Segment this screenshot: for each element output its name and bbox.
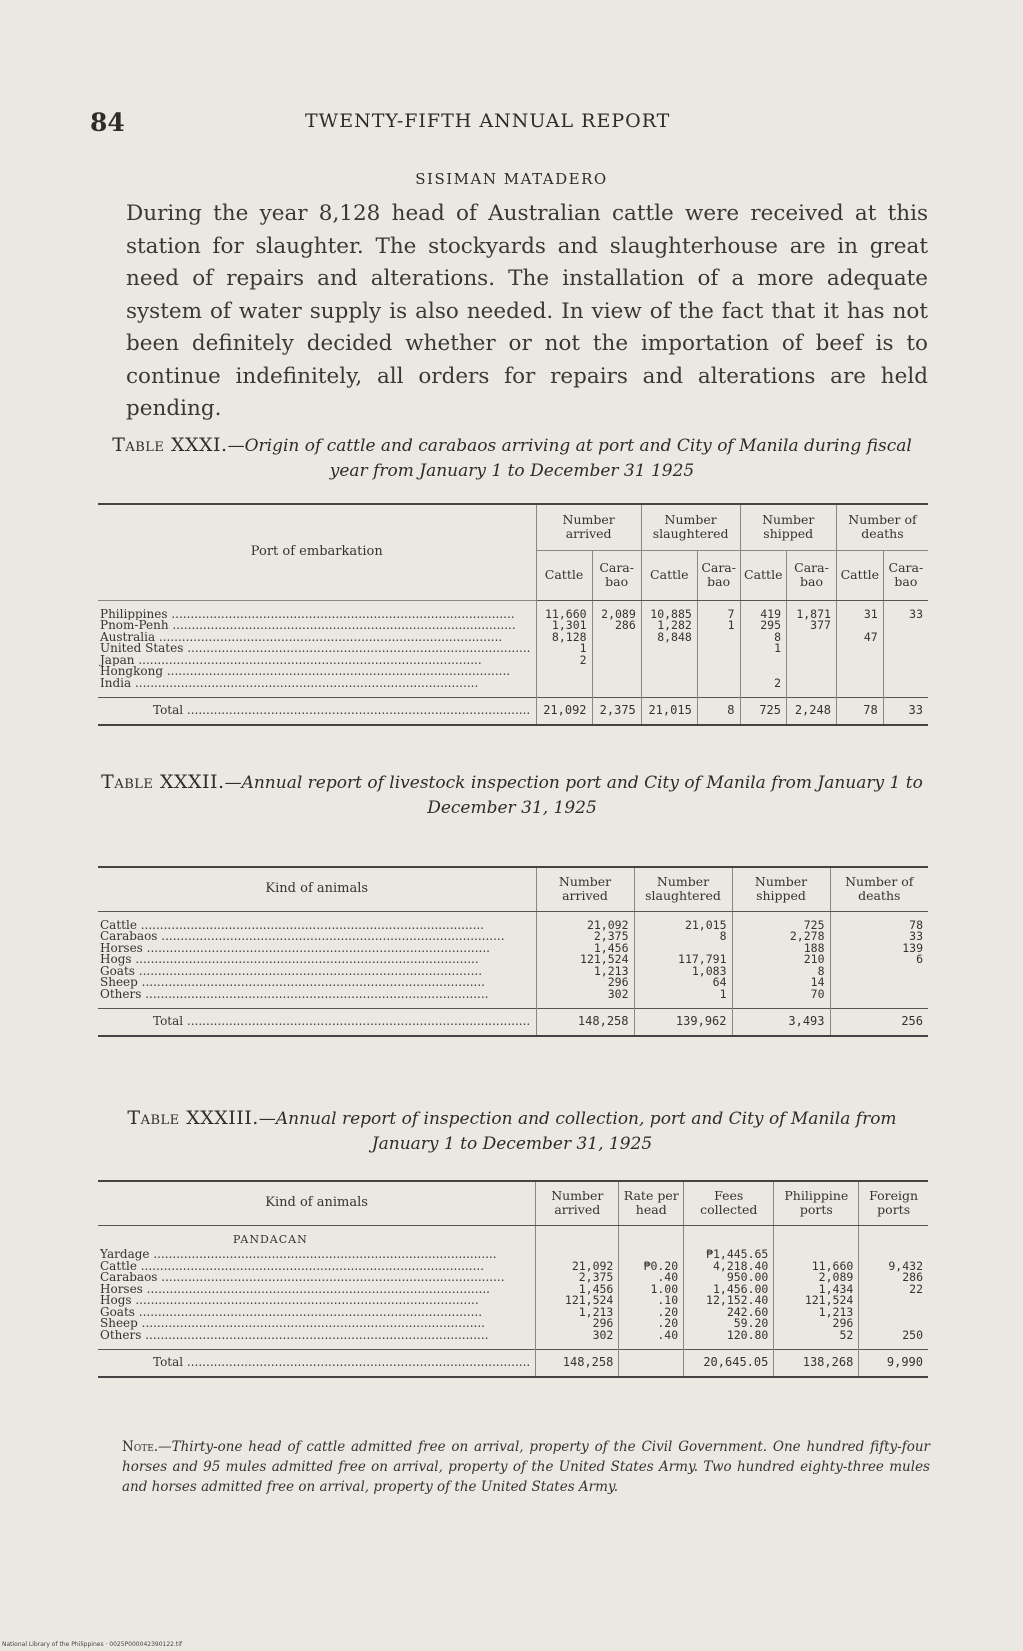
cell-value: 7 — [697, 600, 740, 620]
cell-value: 725 — [732, 911, 830, 931]
table-31-caption-text: —Origin of cattle and carabaos arriving at port and City of Manila during fiscal year from January 1 to December 31 1925 — [227, 436, 912, 481]
col-header-fees: Fees collected — [684, 1181, 774, 1225]
cell-value — [883, 632, 928, 644]
cell-value — [859, 1307, 928, 1319]
total-value: 33 — [883, 698, 928, 725]
cell-value — [836, 666, 883, 678]
row-label: Cattle .......................................................................................... — [100, 1260, 485, 1272]
table-row — [98, 977, 928, 989]
row-label: Japan .......................................................................................... — [100, 654, 482, 666]
table-31-label: Table XXXI. — [112, 434, 228, 456]
cell-value — [830, 989, 928, 1009]
table-32-caption-text: —Annual report of livestock inspection port and City of Manila from January 1 to December 31, 1925 — [224, 773, 923, 818]
cell-value — [787, 632, 837, 644]
cell-value: .20 — [619, 1318, 684, 1330]
group-header-slaughtered: Number slaughtered — [641, 504, 740, 550]
cell-value: 70 — [732, 989, 830, 1009]
row-label: Pnom-Penh .......................................................................................... — [100, 620, 516, 632]
cell-value: 121,524 — [536, 954, 634, 966]
total-value: 138,268 — [774, 1350, 859, 1377]
running-title: TWENTY-FIFTH ANNUAL REPORT — [305, 110, 671, 132]
cell-value: 139 — [830, 943, 928, 955]
cell-value — [787, 666, 837, 678]
table-32 — [98, 866, 928, 1037]
cell-value — [697, 678, 740, 698]
row-label: Hogs .......................................................................................... — [100, 1295, 479, 1307]
cell-value: 9,432 — [859, 1261, 928, 1273]
row-label: Carabaos .......................................................................................... — [100, 931, 505, 943]
row-label: Cattle .......................................................................................... — [100, 917, 485, 931]
cell-value — [859, 1295, 928, 1307]
cell-value: 242.60 — [684, 1307, 774, 1319]
cell-value: 120.80 — [684, 1330, 774, 1350]
cell-value: 21,092 — [536, 1261, 619, 1273]
col-header-rate: Rate per head — [619, 1181, 684, 1225]
page-header — [90, 108, 930, 138]
cell-value — [830, 966, 928, 978]
row-label: Hongkong .......................................................................................... — [100, 666, 511, 678]
cell-value: 377 — [787, 620, 837, 632]
table-33-label: Table XXXIII. — [127, 1107, 259, 1129]
cell-value: 950.00 — [684, 1272, 774, 1284]
total-row — [98, 1350, 928, 1377]
row-label: Sheep .......................................................................................... — [100, 977, 485, 989]
cell-value: 33 — [883, 600, 928, 620]
cell-value — [641, 678, 697, 698]
total-value: 148,258 — [536, 1009, 634, 1036]
subcol-carabao: Cara-bao — [592, 550, 641, 600]
col-header-slaughtered: Number slaughtered — [634, 867, 732, 911]
total-value: 21,092 — [536, 698, 592, 725]
table-row — [98, 1284, 928, 1296]
cell-value: 302 — [536, 1330, 619, 1350]
cell-value: .10 — [619, 1295, 684, 1307]
table-31-caption — [98, 433, 926, 484]
cell-value: 295 — [740, 620, 787, 632]
row-label: Horses .......................................................................................... — [100, 1283, 490, 1295]
cell-value — [641, 643, 697, 655]
total-value: 21,015 — [641, 698, 697, 725]
cell-value: 47 — [836, 632, 883, 644]
col-header-shipped: Number shipped — [732, 867, 830, 911]
cell-value: 1,434 — [774, 1284, 859, 1296]
total-value — [619, 1350, 684, 1377]
cell-value — [787, 678, 837, 698]
cell-value: 117,791 — [634, 954, 732, 966]
table-row — [98, 666, 928, 678]
cell-value: 10,885 — [641, 600, 697, 620]
archive-footer: National Library of the Philippines · 0025P000042390122.tif — [2, 1641, 183, 1648]
table-row — [98, 1295, 928, 1307]
cell-value: 11,660 — [774, 1261, 859, 1273]
cell-value: 2,278 — [732, 931, 830, 943]
cell-value: ₱0.20 — [619, 1261, 684, 1273]
cell-value: 210 — [732, 954, 830, 966]
cell-value — [592, 678, 641, 698]
cell-value — [883, 666, 928, 678]
cell-value — [836, 643, 883, 655]
total-value: 78 — [836, 698, 883, 725]
table-row — [98, 655, 928, 667]
cell-value: 8,848 — [641, 632, 697, 644]
cell-value — [697, 632, 740, 644]
cell-value: 8 — [634, 931, 732, 943]
cell-value — [883, 678, 928, 698]
group-header-shipped: Number shipped — [740, 504, 836, 550]
total-value: 20,645.05 — [684, 1350, 774, 1377]
total-label: Total .......................................................................................... — [98, 698, 536, 725]
cell-value — [830, 977, 928, 989]
row-label: Carabaos .......................................................................................... — [100, 1272, 505, 1284]
cell-value: 31 — [836, 600, 883, 620]
table-row — [98, 1318, 928, 1330]
group-header-deaths: Number of deaths — [836, 504, 928, 550]
subcol-cattle: Cattle — [836, 550, 883, 600]
table-row — [98, 966, 928, 978]
table-33-caption-text: —Annual report of inspection and collection, port and City of Manila from January 1 to December 31, 1925 — [258, 1109, 897, 1154]
total-value: 3,493 — [732, 1009, 830, 1036]
cell-value: 1,456 — [536, 1284, 619, 1296]
table-note — [122, 1437, 930, 1497]
total-value: 9,990 — [859, 1350, 928, 1377]
cell-value: 14 — [732, 977, 830, 989]
col-header-kind: Kind of animals — [98, 1181, 536, 1225]
total-value: 2,248 — [787, 698, 837, 725]
subcol-carabao: Cara-bao — [883, 550, 928, 600]
row-label: Australia .......................................................................................... — [100, 631, 503, 643]
cell-value: 1 — [740, 643, 787, 655]
cell-value — [536, 666, 592, 678]
cell-value: 1,301 — [536, 620, 592, 632]
row-label: Others .......................................................................................... — [100, 988, 489, 1001]
table-row — [98, 1249, 928, 1261]
cell-value: 2,089 — [592, 600, 641, 620]
cell-value: 121,524 — [774, 1295, 859, 1307]
cell-value — [883, 643, 928, 655]
table-row — [98, 1307, 928, 1319]
col-header-arrived: Number arrived — [536, 867, 634, 911]
cell-value: .40 — [619, 1330, 684, 1350]
subcol-cattle: Cattle — [740, 550, 787, 600]
cell-value: 188 — [732, 943, 830, 955]
row-label: Goats .......................................................................................... — [100, 1306, 483, 1318]
cell-value — [697, 655, 740, 667]
row-label: India .......................................................................................... — [100, 677, 479, 690]
section-title: SISIMAN MATADERO — [415, 170, 608, 188]
cell-value: 296 — [774, 1318, 859, 1330]
subcol-carabao: Cara-bao — [697, 550, 740, 600]
table-row — [98, 954, 928, 966]
col-header-foreign-ports: Foreign ports — [859, 1181, 928, 1225]
cell-value — [592, 666, 641, 678]
table-row — [98, 678, 928, 698]
cell-value — [883, 655, 928, 667]
page-number: 84 — [90, 108, 125, 137]
col-header-port: Port of embarkation — [98, 504, 536, 600]
table-33 — [98, 1180, 928, 1378]
row-label: Yardage .......................................................................................... — [100, 1249, 497, 1261]
table-row — [98, 620, 928, 632]
table-row — [98, 1272, 928, 1284]
table-row — [98, 643, 928, 655]
row-label: United States .......................................................................................... — [100, 643, 531, 655]
cell-value: 1,213 — [536, 966, 634, 978]
cell-value: 250 — [859, 1330, 928, 1350]
cell-value: 8 — [732, 966, 830, 978]
cell-value: 1,083 — [634, 966, 732, 978]
subcol-carabao: Cara-bao — [787, 550, 837, 600]
total-value: 148,258 — [536, 1350, 619, 1377]
table-row — [98, 989, 928, 1009]
total-value: 725 — [740, 698, 787, 725]
row-label: Hogs .......................................................................................... — [100, 954, 479, 966]
cell-value — [836, 655, 883, 667]
subcol-cattle: Cattle — [641, 550, 697, 600]
table-33-caption — [98, 1106, 926, 1157]
cell-value: 11,660 — [536, 600, 592, 620]
row-label: Others .......................................................................................... — [100, 1329, 489, 1342]
cell-value: ₱1,445.65 — [684, 1249, 774, 1261]
total-value: 8 — [697, 698, 740, 725]
cell-value: 286 — [859, 1272, 928, 1284]
cell-value: 296 — [536, 977, 634, 989]
cell-value — [536, 678, 592, 698]
table-31 — [98, 503, 928, 726]
subhead-pandacan: PANDACAN — [233, 1232, 308, 1246]
table-row — [98, 1330, 928, 1350]
table-row — [98, 911, 928, 931]
total-value: 139,962 — [634, 1009, 732, 1036]
col-header-kind: Kind of animals — [98, 867, 536, 911]
row-label: Horses .......................................................................................... — [100, 942, 490, 954]
cell-value: 1,871 — [787, 600, 837, 620]
table-32-caption — [98, 770, 926, 821]
total-value: 256 — [830, 1009, 928, 1036]
row-label: Sheep .......................................................................................... — [100, 1318, 485, 1330]
cell-value: 59.20 — [684, 1318, 774, 1330]
cell-value: 286 — [592, 620, 641, 632]
cell-value: 1,456.00 — [684, 1284, 774, 1296]
cell-value — [592, 632, 641, 644]
total-label: Total .......................................................................................... — [98, 1009, 536, 1036]
cell-value: 1,213 — [774, 1307, 859, 1319]
cell-value: 1.00 — [619, 1284, 684, 1296]
cell-value — [641, 655, 697, 667]
subcol-cattle: Cattle — [536, 550, 592, 600]
cell-value — [592, 655, 641, 667]
cell-value — [836, 678, 883, 698]
row-label: Philippines .......................................................................................... — [100, 606, 515, 620]
cell-value: 1 — [697, 620, 740, 632]
cell-value: 22 — [859, 1284, 928, 1296]
group-header-arrived: Number arrived — [536, 504, 641, 550]
cell-value: 1 — [536, 643, 592, 655]
cell-value: 4,218.40 — [684, 1261, 774, 1273]
cell-value: 1,282 — [641, 620, 697, 632]
cell-value: 2,375 — [536, 931, 634, 943]
note-label: Note. — [122, 1439, 159, 1455]
cell-value: 12,152.40 — [684, 1295, 774, 1307]
cell-value: 2 — [536, 655, 592, 667]
cell-value: 6 — [830, 954, 928, 966]
cell-value: 52 — [774, 1330, 859, 1350]
total-label: Total .......................................................................................... — [98, 1350, 536, 1377]
cell-value — [740, 655, 787, 667]
cell-value: 2 — [740, 678, 787, 698]
table-32-label: Table XXXII. — [101, 771, 225, 793]
cell-value: .40 — [619, 1272, 684, 1284]
cell-value: 302 — [536, 989, 634, 1009]
table-row — [98, 1261, 928, 1273]
cell-value — [787, 655, 837, 667]
cell-value: 1 — [634, 989, 732, 1009]
cell-value: 8,128 — [536, 632, 592, 644]
cell-value: 2,089 — [774, 1272, 859, 1284]
cell-value — [592, 643, 641, 655]
body-paragraph: During the year 8,128 head of Australian cattle were received at this station for slaughter. The stockyards and slaughterhouse are in great need of repairs and alterations. The installation of a more adequate system of water supply is also needed. In view of the fact that it has not been definitely decided whether or not the importation of beef is to continue indefinitely, all orders for repairs and alterations are held pending. — [126, 201, 928, 421]
row-label: Goats .......................................................................................... — [100, 965, 483, 977]
total-value: 2,375 — [592, 698, 641, 725]
total-row — [98, 698, 928, 725]
table-row — [98, 600, 928, 620]
cell-value — [787, 643, 837, 655]
cell-value — [641, 666, 697, 678]
cell-value: 21,092 — [536, 911, 634, 931]
cell-value: 296 — [536, 1318, 619, 1330]
cell-value: 64 — [634, 977, 732, 989]
col-header-arrived: Number arrived — [536, 1181, 619, 1225]
cell-value — [697, 643, 740, 655]
cell-value: 78 — [830, 911, 928, 931]
cell-value: 33 — [830, 931, 928, 943]
cell-value: .20 — [619, 1307, 684, 1319]
col-header-philippine-ports: Philippine ports — [774, 1181, 859, 1225]
table-row — [98, 632, 928, 644]
total-row — [98, 1009, 928, 1036]
note-text: —Thirty-one head of cattle admitted free on arrival, property of the Civil Government. One hundred fifty-four horses and 95 mules admitted free on arrival, property of the United States Army. Two hundred eighty-three mules and horses admitted free on arrival, property of the United States Army. — [122, 1439, 930, 1495]
cell-value: 1,213 — [536, 1307, 619, 1319]
cell-value: 1,456 — [536, 943, 634, 955]
col-header-deaths: Number of deaths — [830, 867, 928, 911]
cell-value — [883, 620, 928, 632]
cell-value: 21,015 — [634, 911, 732, 931]
cell-value: 8 — [740, 632, 787, 644]
cell-value: 121,524 — [536, 1295, 619, 1307]
cell-value: 419 — [740, 600, 787, 620]
cell-value: 2,375 — [536, 1272, 619, 1284]
cell-value — [697, 666, 740, 678]
